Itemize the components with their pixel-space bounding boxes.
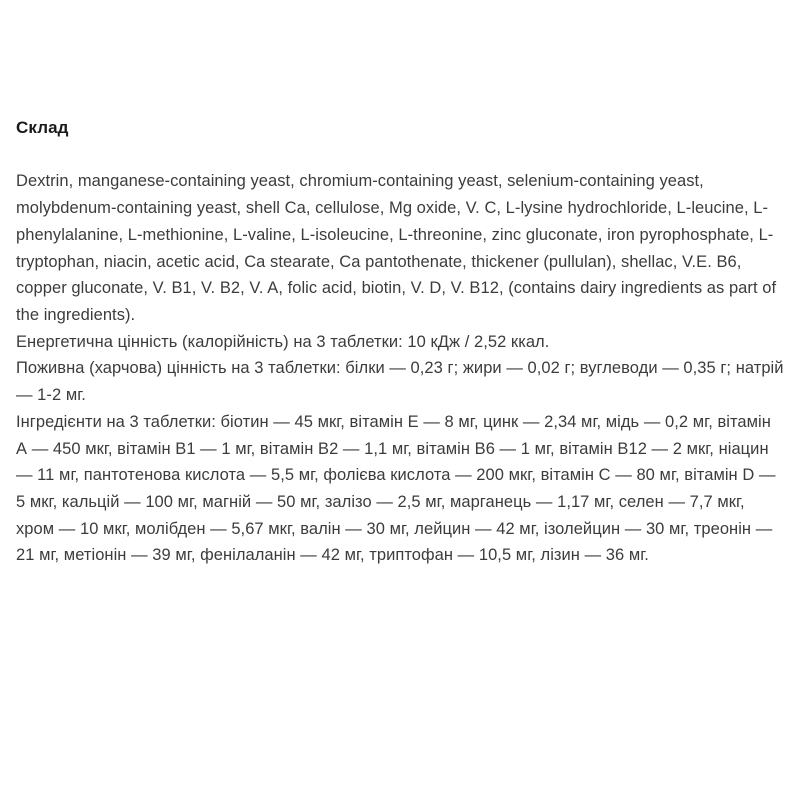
energy-value-paragraph: Енергетична цінність (калорійність) на 3 таблетки: 10 кДж / 2,52 ккал.: [16, 332, 550, 351]
composition-text-block: [16, 168, 784, 569]
ingredients-latin-paragraph: Dextrin, manganese-containing yeast, chromium-containing yeast, selenium-containing yeast, molybdenum-containing yeast, shell Ca, cellulose, Mg oxide, V. C, L-lysine hydrochloride, L-leucine, L-phenylalanine, L-methionine, L-valine, L-isoleucine, L-threonine, zinc gluconate, iron pyrophosphate, L-tryptophan, niacin, acetic acid, Ca stearate, Ca pantothenate, thickener (pullulan), shellac, V.E. B6, copper gluconate, V. B1, V. B2, V. A, folic acid, biotin, V. D, V. B12, (contains dairy ingredients as part of the ingredients).: [16, 172, 777, 324]
ingredients-ukrainian-paragraph: Інгредієнти на 3 таблетки: біотин — 45 мкг, вітамін Е — 8 мг, цинк — 2,34 мг, мідь — 0,2 мг, вітамін А — 450 мкг, вітамін В1 — 1 мг, вітамін В2 — 1,1 мг, вітамін В6 — 1 мг, вітамін В12 — 2 мкг, ніацин — 11 мг, пантотенова кислота — 5,5 мг, фолієва кислота — 200 мкг, вітамін С — 80 мг, вітамін D — 5 мкг, кальцій — 100 мг, магній — 50 мг, залізо — 2,5 мг, марганець — 1,17 мг, селен — 7,7 мкг, хром — 10 мкг, молібден — 5,67 мкг, валін — 30 мг, лейцин — 42 мг, ізолейцин — 30 мг, треонін — 21 мг, метіонін — 39 мг, фенілаланін — 42 мг, триптофан — 10,5 мг, лізин — 36 мг.: [16, 412, 776, 565]
nutrition-value-paragraph: Поживна (харчова) цінність на 3 таблетки: білки — 0,23 г; жири — 0,02 г; вуглеводи — 0,35 г; натрій — 1-2 мг.: [16, 359, 784, 405]
page-title: Склад: [16, 118, 69, 137]
